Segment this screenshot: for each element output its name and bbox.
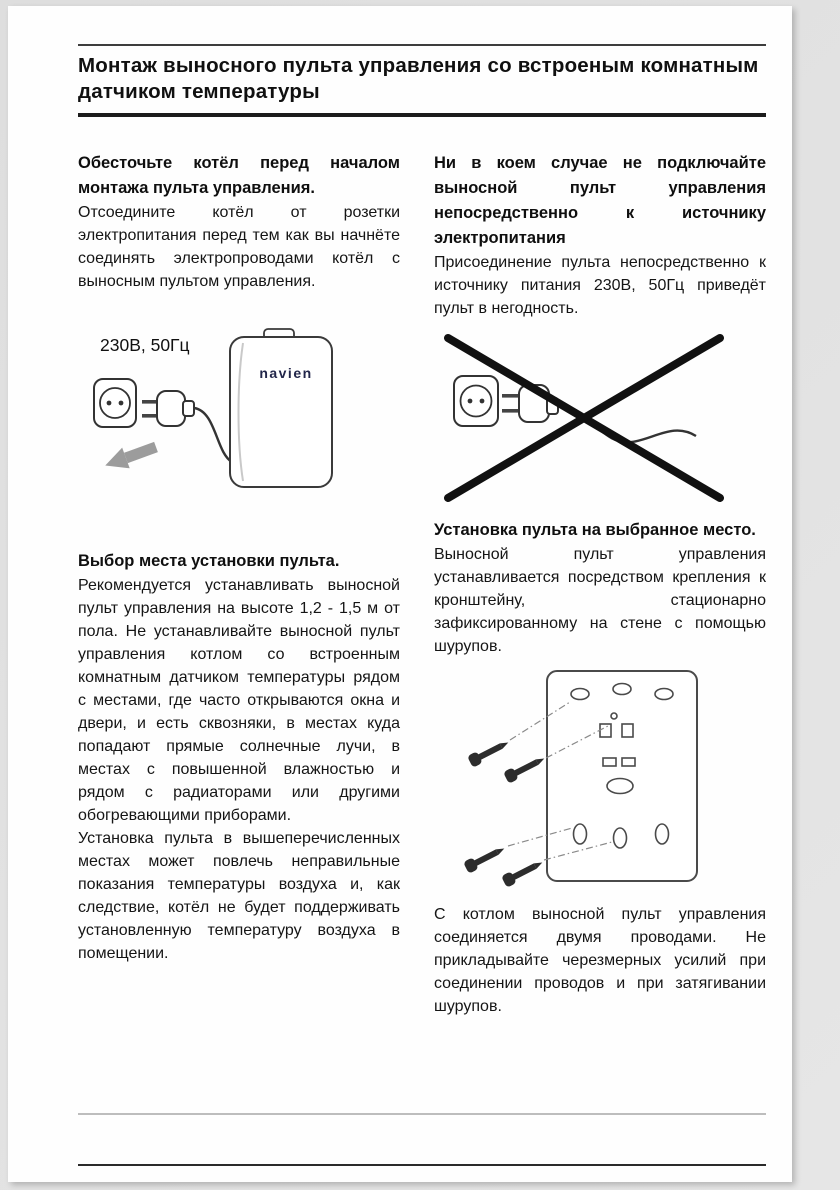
body-power-off: Отсоедините котёл от розетки электропитания перед тем как вы начнёте соединять электропроводами котёл с выносным пультом управления. — [78, 203, 400, 290]
heading-placement: Выбор места установки пульта. — [78, 551, 340, 570]
wall-socket-icon — [454, 376, 498, 426]
right-column — [434, 151, 766, 1018]
power-adapter-icon — [230, 329, 332, 487]
page-title: Монтаж выносного пульта управления со встроеным комнатным датчиком температуры — [78, 54, 759, 103]
screw-icon — [503, 752, 547, 783]
heading-no-direct-connection: Ни в коем случае не подключайте выносной пульт управления непосредственно к источнику электропитания — [434, 153, 766, 247]
screw-icon — [467, 736, 511, 767]
body-mounting: Выносной пульт управления устанавливается посредством крепления к кронштейну, стационарно зафиксированному на стене с помощью шурупов. — [434, 545, 766, 655]
mounting-bracket-icon — [547, 671, 697, 881]
screw-icon — [501, 856, 545, 887]
two-column-layout — [78, 151, 766, 1018]
footer-rule-light — [78, 1113, 766, 1115]
navien-logo-text: navien — [259, 364, 313, 381]
footer-rule-dark — [78, 1164, 766, 1166]
unplug-arrow-icon — [101, 436, 159, 475]
body-placement-2: Установка пульта в вышеперечисленных местах может повлечь неправильные показания температуры воздуха и, как следствие, котёл не будет поддерживать установленную температуру воздуха в помещении. — [78, 829, 400, 962]
adapter-unplug-figure — [78, 321, 400, 501]
page-content — [78, 44, 766, 1018]
crossed-plug-figure-svg — [434, 328, 734, 508]
body-no-direct-connection: Присоединение пульта непосредственно к источнику питания 230В, 50Гц приведёт пульт в негодность. — [434, 253, 766, 317]
title-bottom-rule — [78, 113, 766, 117]
bracket-screws-figure — [462, 666, 712, 891]
paper-sheet — [8, 6, 792, 1182]
screw-icon — [463, 842, 507, 873]
crossed-plug-figure — [434, 328, 766, 508]
wall-socket-icon — [94, 379, 136, 427]
heading-mounting: Установка пульта на выбранное место. — [434, 520, 756, 539]
left-column — [78, 151, 400, 1018]
bracket-figure-svg — [462, 666, 712, 891]
title-top-rule — [78, 44, 766, 46]
voltage-label: 230В, 50Гц — [100, 334, 190, 355]
body-placement-1: Рекомендуется устанавливать выносной пульт управления на высоте 1,2 - 1,5 м от пола. Не устанавливайте выносной пульт управления котлом со встроенным комнатным датчиком температуры рядом с местами, где часто открываются окна и двери, и есть сквозняки, в местах куда попадают прямые солнечные лучи, в местах с повышенной влажностью и рядом с радиаторами или другими обогревающими приборами. — [78, 576, 400, 824]
body-wiring: С котлом выносной пульт управления соединяется двумя проводами. Не прикладывайте черезмерных усилий при соединении проводов и при затягивании шурупов. — [434, 905, 766, 1015]
heading-power-off: Обесточьте котёл перед началом монтажа пульта управления. — [78, 153, 400, 197]
